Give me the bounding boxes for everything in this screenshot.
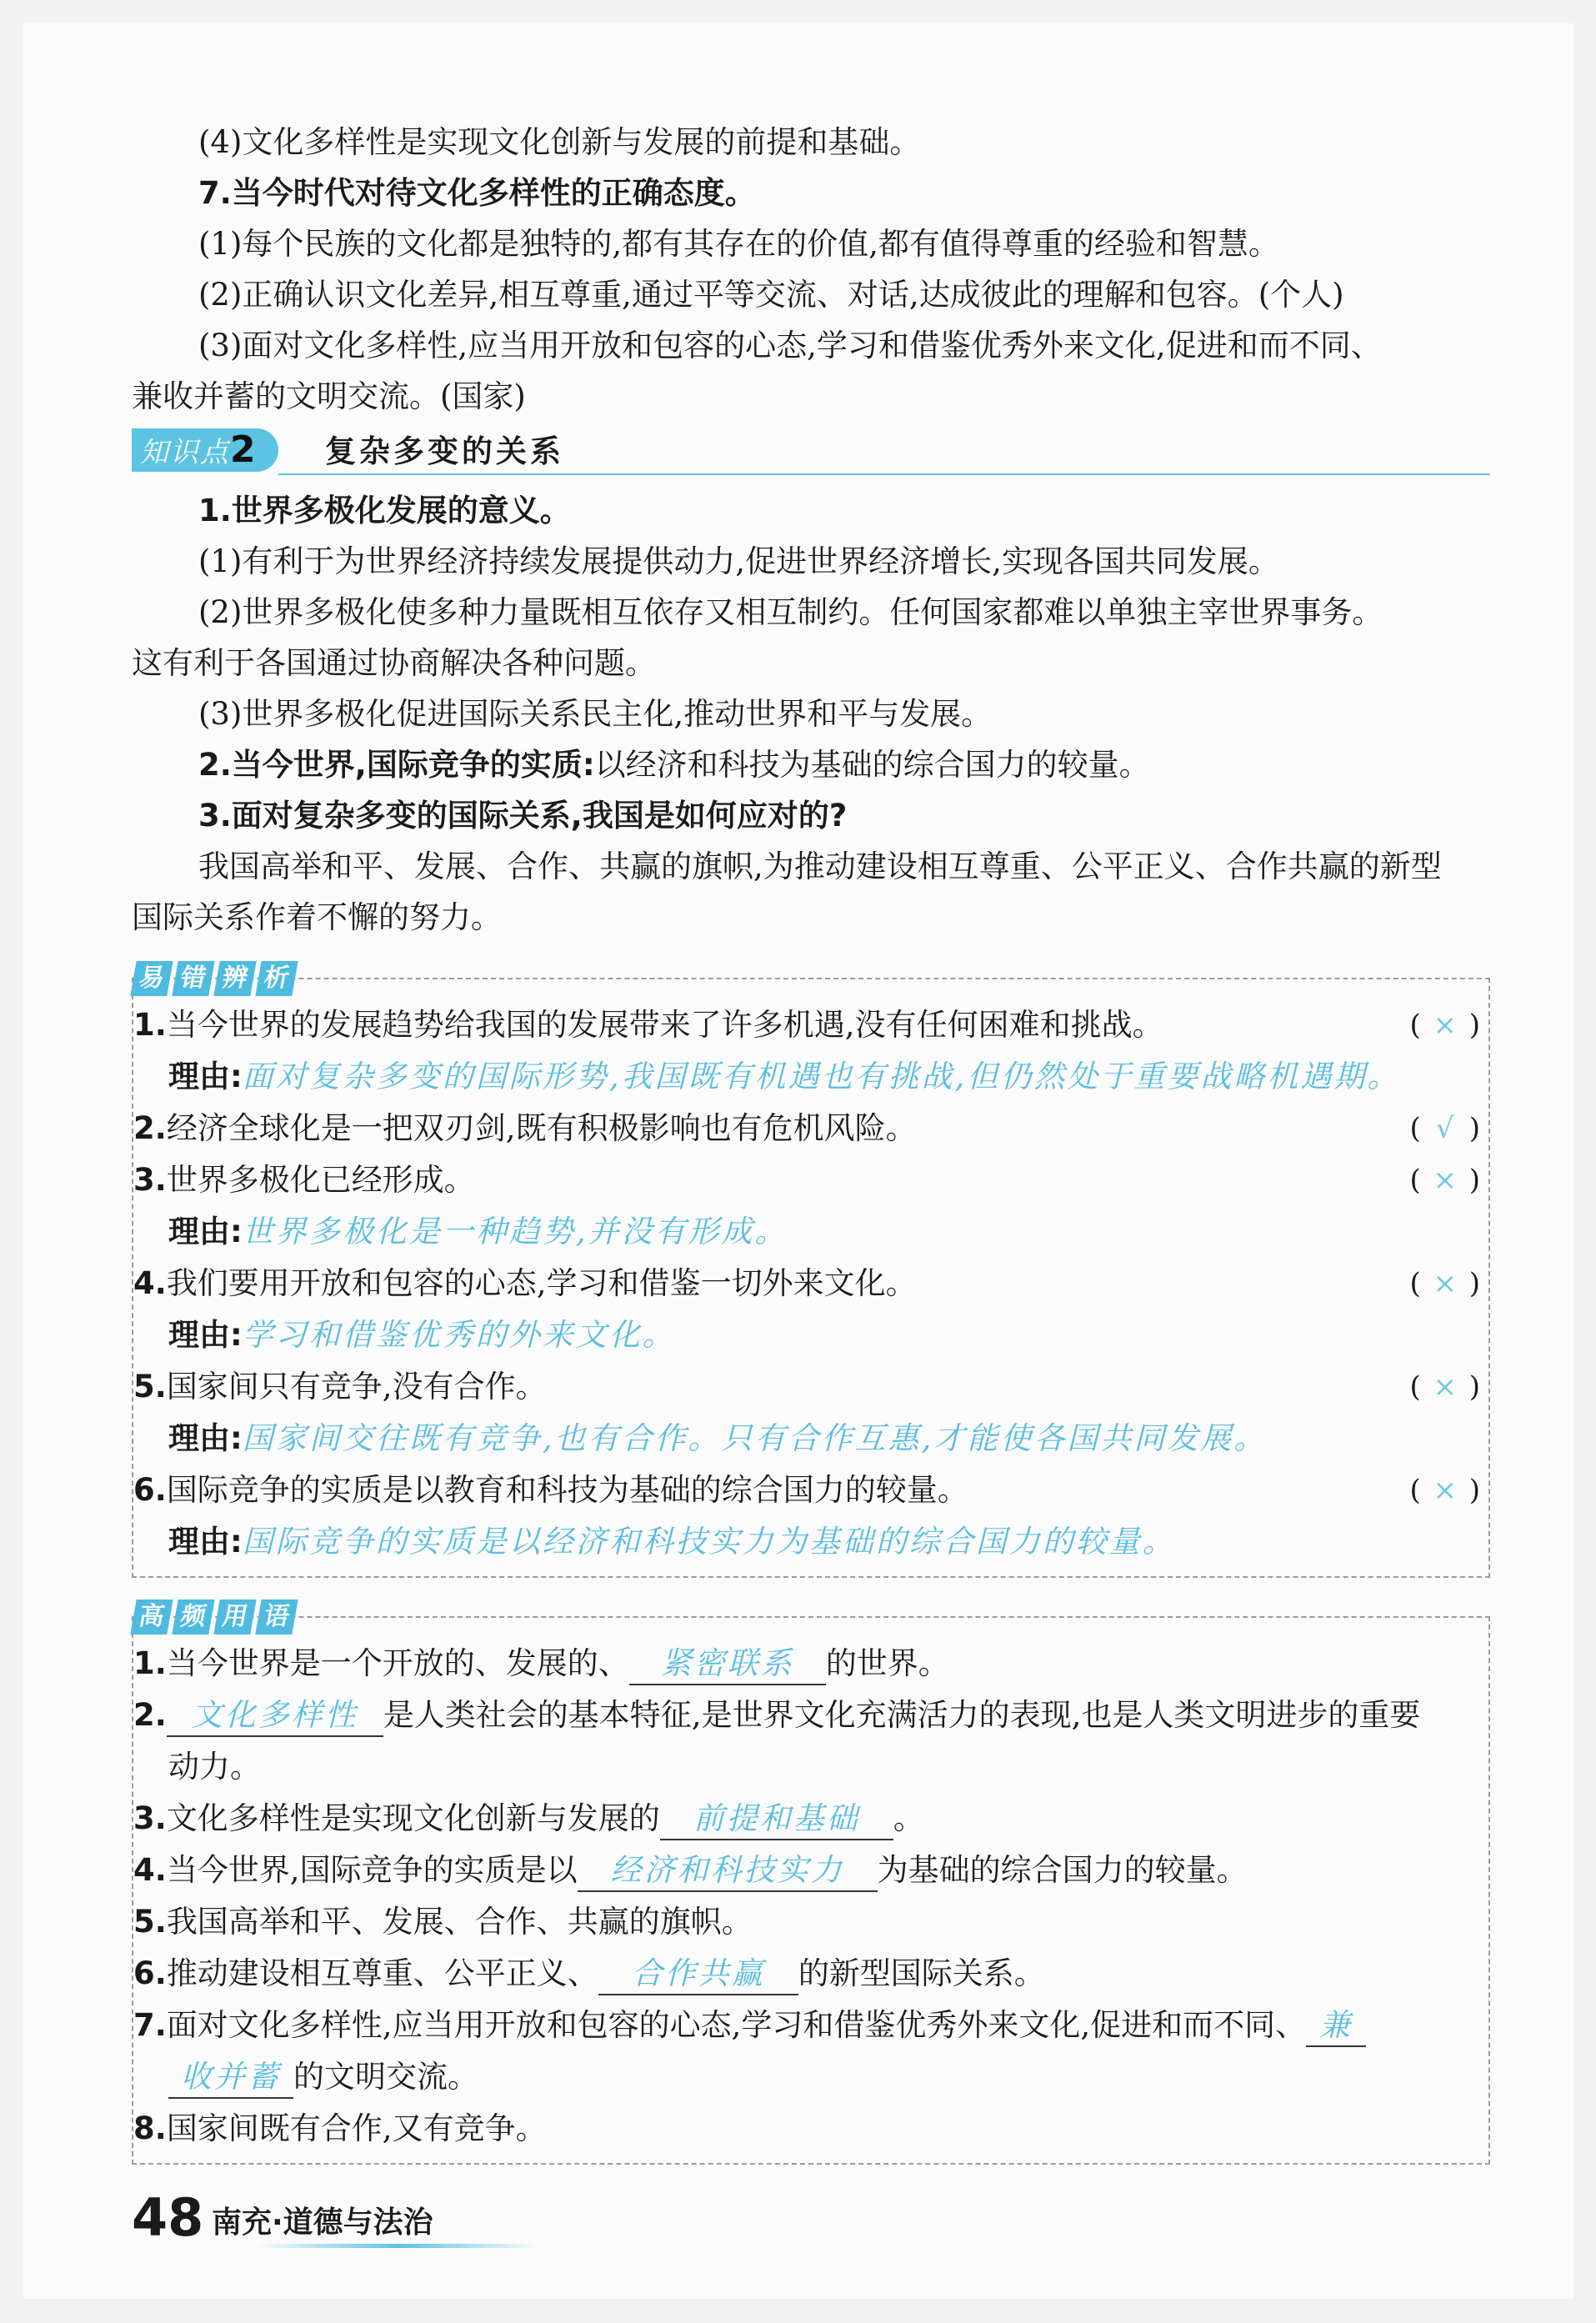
item-statement: 国家间只有竞争,没有合作。: [166, 1369, 547, 1404]
judgement: ( × ): [1409, 999, 1480, 1051]
judgement-mark: ×: [1433, 1267, 1457, 1300]
knowledge-point-badge: [132, 428, 278, 472]
attitude-2: (2)正确认识文化差异,相互尊重,通过平等交流、对话,达成彼此的理解和包容。(个人): [198, 277, 1344, 313]
reason-label: 理由:: [168, 1420, 243, 1456]
item-number: 2.: [133, 1697, 167, 1733]
phrase-7: [133, 2000, 1488, 2051]
fill-blank: 收并蓄: [168, 2057, 293, 2099]
reason-1: [133, 1051, 1488, 1103]
reason-label: 理由:: [168, 1524, 243, 1560]
phrase-text: 当今世界是一个开放的、发展的、: [166, 1645, 629, 1681]
key-phrases-box: [132, 1602, 1490, 2165]
reason-label: 理由:: [168, 1317, 243, 1353]
footer-title: 南充·道德与法治: [212, 2205, 433, 2240]
phrase-4: [133, 1845, 1488, 1896]
phrase-text: 的世界。: [825, 1645, 949, 1681]
fill-blank: 前提和基础: [660, 1799, 893, 1840]
item-number: 5.: [133, 1369, 167, 1404]
phrase-text: 。: [893, 1800, 924, 1836]
error-analysis-tags: [133, 961, 295, 996]
reason-3: [133, 1206, 1488, 1258]
response-line1: 我国高举和平、发展、合作、共赢的旗帜,为推动建设相互尊重、公平正义、合作共赢的新型: [198, 849, 1442, 884]
phrase-8: [133, 2103, 1488, 2155]
phrase-text: 是人类社会的基本特征,是世界文化充满活力的表现,也是人类文明进步的重要: [383, 1697, 1421, 1733]
reason-text: 国际竞争的实质是以经济和科技实力为基础的综合国力的较量。: [242, 1524, 1176, 1560]
judgement-mark: √: [1435, 1112, 1454, 1145]
judgement: ( × ): [1409, 1258, 1480, 1309]
item-statement: 当今世界的发展趋势给我国的发展带来了许多机遇,没有任何困难和挑战。: [166, 1007, 1163, 1043]
phrase-text: 文化多样性是实现文化创新与发展的: [166, 1800, 660, 1836]
page-number: 48: [132, 2187, 204, 2248]
item-number: 1.: [133, 1007, 167, 1043]
badge-number: 2: [230, 428, 256, 471]
phrase-5: [133, 1896, 1488, 1948]
item-number: 7.: [133, 2007, 167, 2043]
error-item-6: [133, 1464, 1488, 1516]
item-number: 4.: [133, 1852, 167, 1888]
reason-label: 理由:: [168, 1214, 243, 1249]
reason-label: 理由:: [168, 1059, 243, 1094]
judgement: ( × ): [1409, 1154, 1480, 1206]
phrase-text: 当今世界,国际竞争的实质是以: [166, 1852, 578, 1888]
item-number: 3.: [133, 1162, 167, 1198]
judgement-mark: ×: [1433, 1370, 1457, 1404]
phrase-7-cont: [133, 2051, 1488, 2103]
heading-2-label: 2.当今世界,国际竞争的实质:: [198, 747, 595, 783]
main-content: [132, 117, 1490, 2165]
phrase-2-cont: 动力。: [168, 1749, 261, 1785]
reason-text: 世界多极化是一种趋势,并没有形成。: [242, 1214, 788, 1249]
judgement-mark: ×: [1433, 1474, 1457, 1507]
phrase-text: 我国高举和平、发展、合作、共赢的旗帜。: [166, 1904, 753, 1940]
heading-2-answer: 以经济和科技为基础的综合国力的较量。: [594, 747, 1150, 783]
tag-char: 错: [172, 961, 214, 996]
phrase-6: [133, 1948, 1488, 2000]
fill-blank: 合作共赢: [598, 1954, 798, 1995]
item-number: 2.: [133, 1110, 167, 1146]
phrase-text: 国家间既有合作,又有竞争。: [166, 2110, 547, 2146]
knowledge-point-title: 复杂多变的关系: [325, 433, 564, 469]
tag-char: 析: [255, 961, 298, 996]
phrase-3: [133, 1793, 1488, 1845]
phrase-text: 推动建设相互尊重、公平正义、: [166, 1955, 598, 1991]
phrase-text: 的新型国际关系。: [798, 1955, 1045, 1991]
phrase-1: [133, 1638, 1488, 1690]
response-line2: 国际关系作着不懈的努力。: [132, 899, 502, 935]
error-item-2: [133, 1103, 1488, 1154]
item-number: 4.: [133, 1265, 167, 1301]
judgement: ( √ ): [1409, 1103, 1480, 1154]
item-number: 3.: [133, 1800, 167, 1836]
item-number: 8.: [133, 2110, 167, 2146]
heading-3: 3.面对复杂多变的国际关系,我国是如何应对的?: [198, 798, 848, 834]
fill-blank: 经济和科技实力: [578, 1850, 878, 1892]
heading-2: [132, 739, 1490, 790]
error-item-5: [133, 1361, 1488, 1413]
attitude-1: (1)每个民族的文化都是独特的,都有其存在的价值,都有值得尊重的经验和智慧。: [198, 226, 1279, 262]
phrase-text: 面对文化多样性,应当用开放和包容的心态,学习和借鉴优秀外来文化,促进和而不同、: [166, 2007, 1307, 2043]
item-statement: 经济全球化是一把双刃剑,既有积极影响也有危机风险。: [166, 1110, 917, 1146]
meaning-3: (3)世界多极化促进国际关系民主化,推动世界和平与发展。: [198, 696, 993, 732]
knowledge-point-header: [132, 427, 1490, 477]
attitude-3-line1: (3)面对文化多样性,应当用开放和包容的心态,学习和借鉴优秀外来文化,促进和而不同、: [198, 328, 1382, 363]
reason-6: [133, 1516, 1488, 1568]
tag-char: 易: [130, 961, 173, 996]
fill-blank: 文化多样性: [167, 1695, 383, 1737]
error-item-4: [133, 1258, 1488, 1309]
error-analysis-box: [132, 964, 1490, 1578]
point-4: (4)文化多样性是实现文化创新与发展的前提和基础。: [198, 124, 921, 160]
item-number: 6.: [133, 1472, 167, 1508]
reason-5: [133, 1413, 1488, 1464]
error-item-3: [133, 1154, 1488, 1206]
reason-text: 国家间交往既有竞争,也有合作。只有合作互惠,才能使各国共同发展。: [242, 1420, 1268, 1456]
meaning-2-line1: (2)世界多极化使多种力量既相互依存又相互制约。任何国家都难以单独主宰世界事务。: [198, 594, 1383, 630]
badge-text: 知识点: [140, 436, 230, 469]
judgement-mark: ×: [1433, 1164, 1457, 1197]
meaning-2-line2: 这有利于各国通过协商解决各种问题。: [132, 645, 656, 681]
item-number: 5.: [133, 1904, 167, 1940]
meaning-1: (1)有利于为世界经济持续发展提供动力,促进世界经济增长,实现各国共同发展。: [198, 543, 1279, 579]
error-item-1: [133, 999, 1488, 1051]
tag-char: 高: [130, 1600, 173, 1635]
heading-1: 1.世界多极化发展的意义。: [198, 493, 571, 528]
header-rule: [278, 473, 1490, 475]
phrase-text: 的文明交流。: [293, 2059, 478, 2095]
heading-7: 7.当今时代对待文化多样性的正确态度。: [198, 175, 756, 211]
footer-underline: [257, 2244, 540, 2248]
item-number: 6.: [133, 1955, 167, 1991]
tag-char: 频: [172, 1600, 214, 1635]
tag-char: 用: [213, 1600, 256, 1635]
tag-char: 辨: [213, 961, 256, 996]
item-statement: 我们要用开放和包容的心态,学习和借鉴一切外来文化。: [166, 1265, 917, 1301]
item-statement: 国际竞争的实质是以教育和科技为基础的综合国力的较量。: [166, 1472, 968, 1508]
phrase-text: 为基础的综合国力的较量。: [877, 1852, 1248, 1888]
reason-4: [133, 1309, 1488, 1361]
reason-text: 学习和借鉴优秀的外来文化。: [242, 1317, 676, 1353]
fill-blank: 紧密联系: [629, 1644, 826, 1685]
tag-char: 语: [255, 1600, 298, 1635]
attitude-3-line2: 兼收并蓄的文明交流。(国家): [132, 378, 526, 414]
reason-text: 面对复杂多变的国际形势,我国既有机遇也有挑战,但仍然处于重要战略机遇期。: [242, 1059, 1401, 1094]
item-number: 1.: [133, 1645, 167, 1681]
key-phrases-tags: [133, 1600, 295, 1635]
fill-blank: 兼: [1306, 2005, 1366, 2047]
item-statement: 世界多极化已经形成。: [166, 1162, 475, 1198]
judgement: ( × ): [1409, 1361, 1480, 1413]
judgement-mark: ×: [1433, 1009, 1457, 1042]
phrase-2: [133, 1690, 1488, 1741]
judgement: ( × ): [1409, 1464, 1480, 1516]
